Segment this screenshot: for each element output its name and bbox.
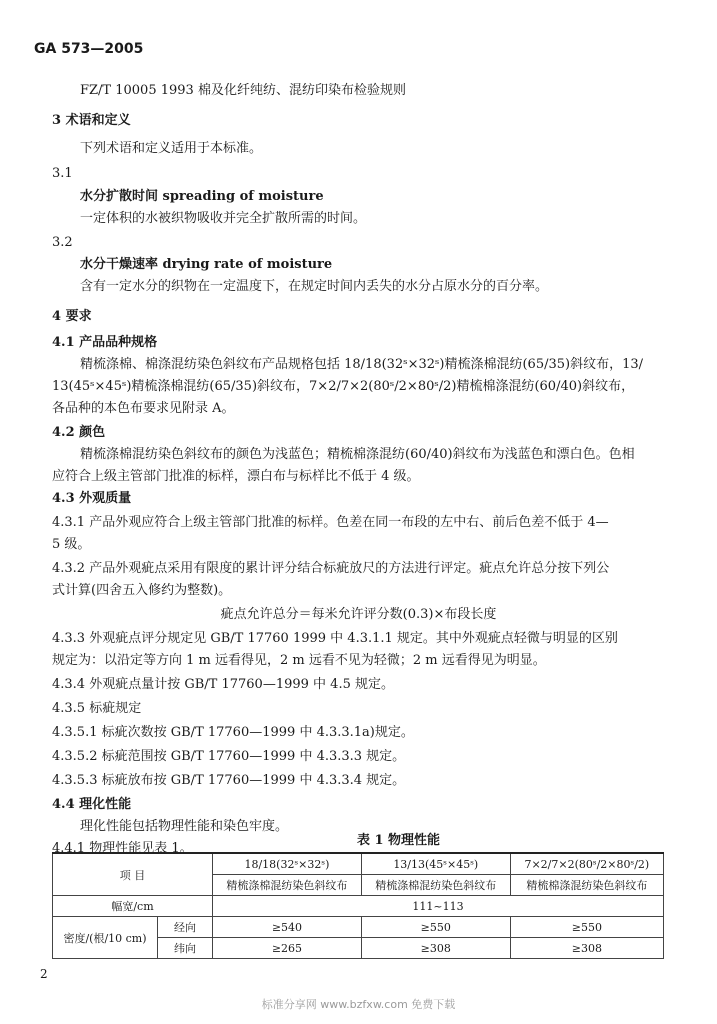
clause-4-1-text-line2: 13(45ˢ×45ˢ)精梳涤棉混纺(65/35)斜纹布，7×2/7×2(80ˢ/2×80ˢ/2)精梳棉涤混纺(60/40)斜纹布， [52,379,635,394]
clause-4-3-4: 4.3.4 外观疵点量计按 GB/T 17760—1999 中 4.5 规定。 [52,677,394,692]
weft-value-col2: ≥308 [361,938,510,959]
term-spreading-of-moisture: 水分扩散时间 spreading of moisture [80,189,324,204]
col1-spec: 18/18(32ˢ×32ˢ) [213,853,362,875]
term-drying-rate: 水分干燥速率 drying rate of moisture [80,257,333,272]
clause-4-3-2-line2: 式计算(四舍五入修约为整数)。 [52,583,232,598]
weft-value-col1: ≥265 [213,938,362,959]
clause-4-4-1: 4.4.1 物理性能见表 1。 [52,841,193,856]
col3-name: 精梳棉涤混纺染色斜纹布 [510,875,663,896]
clause-4-2-text-line1: 精梳涤棉混纺染色斜纹布的颜色为浅蓝色；精梳棉涤混纺(60/40)斜纹布为浅蓝色和漂白色。色相 [80,447,635,462]
col2-name: 精梳涤棉混纺染色斜纹布 [361,875,510,896]
clause-4-2-heading: 4.2 颜色 [52,425,106,440]
definition-spreading: 一定体积的水被织物吸收并完全扩散所需的时间。 [80,211,367,226]
formula-allowed-score: 疵点允许总分＝每米允许评分数(0.3)×布段长度 [220,607,497,622]
clause-4-3-3-line2: 规定为：以沿定等方向 1 m 远看得见，2 m 远看不见为轻微；2 m 远看得见为明显。 [52,653,546,668]
clause-4-3-2-line1: 4.3.2 产品外观疵点采用有限度的累计评分结合标疵放尺的方法进行评定。疵点允许总分按下列公 [52,561,610,576]
clause-4-1-text-line3: 各品种的本色布要求见附录 A。 [52,401,235,416]
definition-drying-rate: 含有一定水分的织物在一定温度下，在规定时间内丢失的水分占原水分的百分率。 [80,279,549,294]
clause-4-3-5-3: 4.3.5.3 标疵放布按 GB/T 17760—1999 中 4.3.3.4 规定。 [52,773,406,788]
clause-4-3-3-line1: 4.3.3 外观疵点评分规定见 GB/T 17760 1999 中 4.3.1.1 规定。其中外观疵点轻微与明显的区别 [52,631,618,646]
table-1-caption: 表 1 物理性能 [356,833,441,848]
section-3-intro: 下列术语和定义适用于本标准。 [80,141,263,156]
section-3-heading: 3 术语和定义 [52,113,131,128]
width-value: 111~113 [213,896,664,917]
document-number: GA 573—2005 [34,41,144,57]
section-4-heading: 4 要求 [52,309,92,324]
physical-properties-table [52,852,664,959]
warp-value-col3: ≥550 [510,917,663,938]
clause-4-1-heading: 4.1 产品品种规格 [52,335,158,350]
table-row-width [53,896,664,917]
clause-4-3-5-heading: 4.3.5 标疵规定 [52,701,142,716]
clause-4-3-5-1: 4.3.5.1 标疵次数按 GB/T 17760—1999 中 4.3.3.1a)规定。 [52,725,414,740]
col3-spec: 7×2/7×2(80ˢ/2×80ˢ/2) [510,853,663,875]
clause-4-3-5-2: 4.3.5.2 标疵范围按 GB/T 17760—1999 中 4.3.3.3 规定。 [52,749,406,764]
clause-3-2-number: 3.2 [52,235,73,250]
col2-spec: 13/13(45ˢ×45ˢ) [361,853,510,875]
clause-4-1-text-line1: 精梳涤棉、棉涤混纺染色斜纹布产品规格包括 18/18(32ˢ×32ˢ)精梳涤棉混纺(65/35)斜纹布，13/ [80,357,644,372]
clause-4-3-1-line2: 5 级。 [52,537,91,552]
table-header-row-1 [53,853,664,875]
density-label: 密度/(根/10 cm) [53,917,158,959]
warp-value-col2: ≥550 [361,917,510,938]
clause-4-4-text: 理化性能包括物理性能和染色牢度。 [80,819,289,834]
col1-name: 精梳涤棉混纺染色斜纹布 [213,875,362,896]
clause-4-3-heading: 4.3 外观质量 [52,491,132,506]
clause-3-1-number: 3.1 [52,166,73,181]
warp-value-col1: ≥540 [213,917,362,938]
warp-label: 经向 [158,917,213,938]
reference-fzt10005: FZ/T 10005 1993 棉及化纤纯纺、混纺印染布检验规则 [80,83,406,98]
watermark-text: 标准分享网 www.bzfxw.com 免费下载 [261,998,456,1011]
clause-4-2-text-line2: 应符合上级主管部门批准的标样，漂白布与标样比不低于 4 级。 [52,469,420,484]
table-item-header: 项 目 [53,853,213,896]
weft-label: 纬向 [158,938,213,959]
clause-4-4-heading: 4.4 理化性能 [52,797,132,812]
table-row-warp [53,917,664,938]
page-number: 2 [40,967,48,981]
weft-value-col3: ≥308 [510,938,663,959]
width-label: 幅宽/cm [53,896,213,917]
clause-4-3-1-line1: 4.3.1 产品外观应符合上级主管部门批准的标样。色差在同一布段的左中右、前后色差不低于 4— [52,515,609,530]
